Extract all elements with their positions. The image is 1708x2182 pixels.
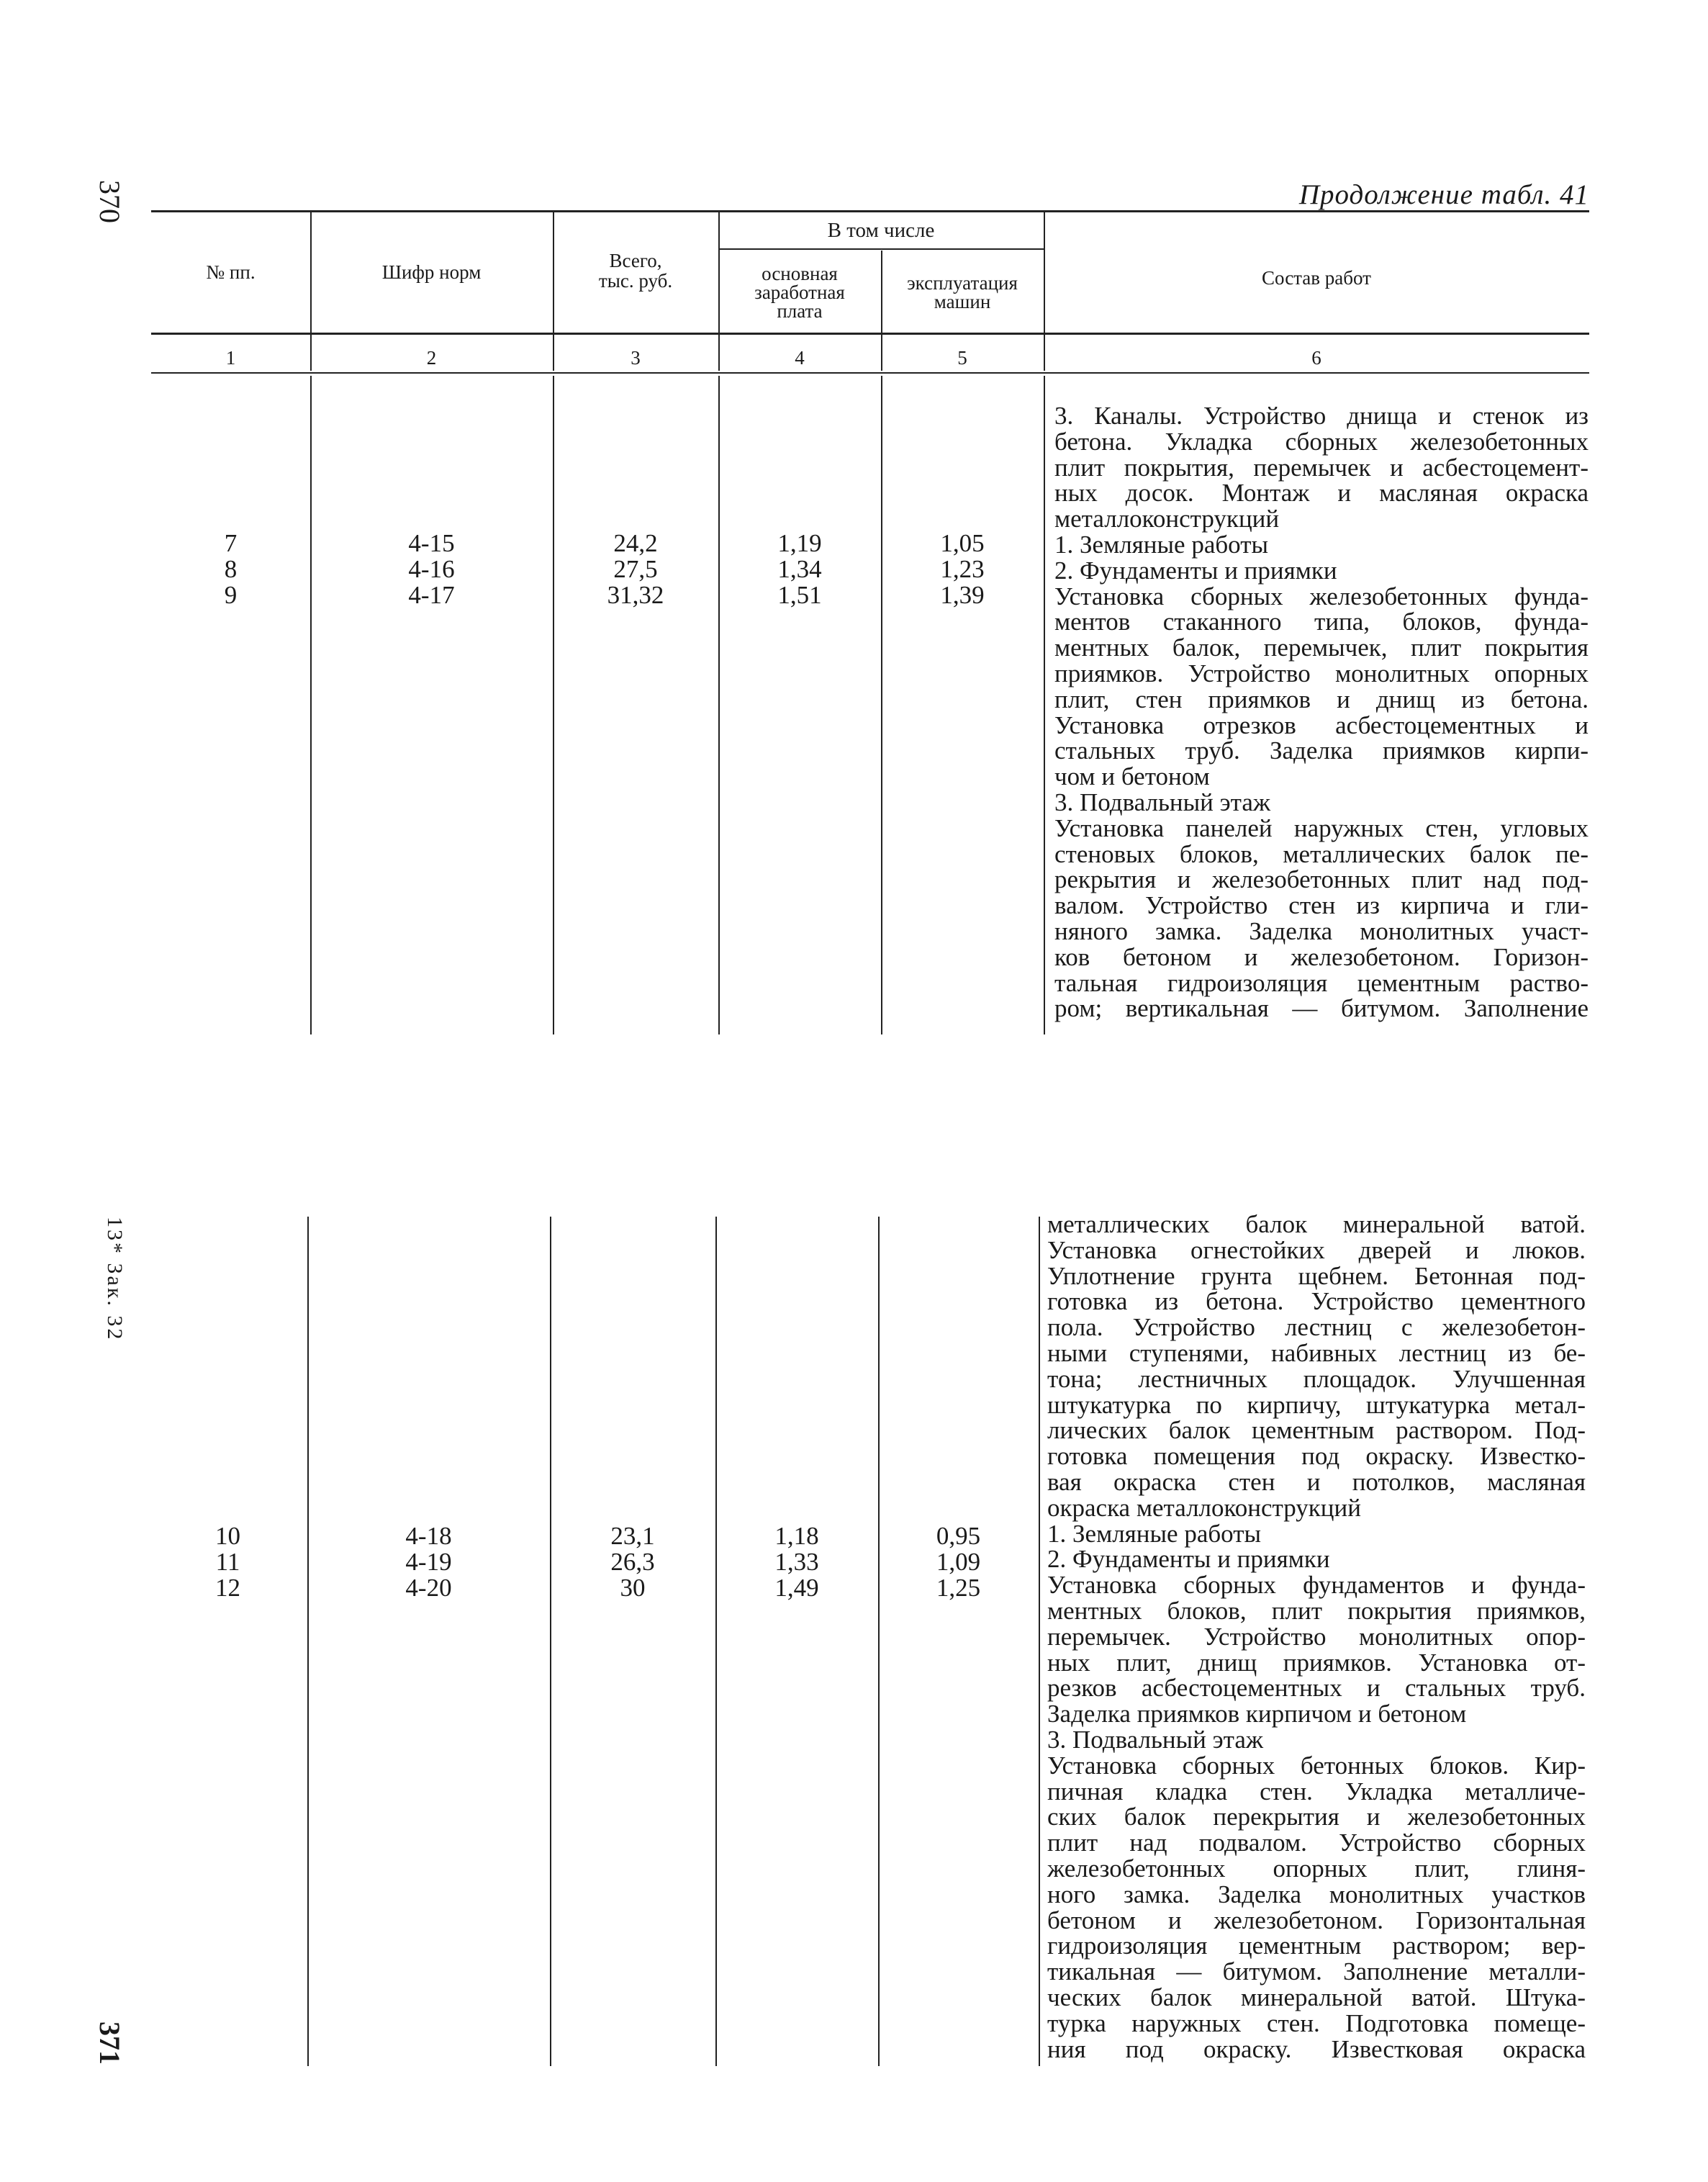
works-text-line: тона; лестничных площадок. Улучшенная	[1047, 1364, 1586, 1393]
table-cell: 4-16	[408, 555, 455, 583]
works-text-line: стальных труб. Заделка приямков кирпи-	[1054, 736, 1589, 765]
works-text-line: штукатурка по кирпичу, штукатурка метал-	[1047, 1390, 1586, 1419]
works-text-line: металлоконструкций	[1054, 505, 1280, 533]
works-text-line: 3. Подвальный этаж	[1047, 1725, 1264, 1754]
table-cell: 26,3	[610, 1548, 655, 1576]
block2-col-total	[550, 1523, 715, 1601]
table-cell: 1,39	[940, 581, 985, 609]
works-text-line: тикальная — битумом. Заполнение металли-	[1047, 1957, 1586, 1986]
table-cell: 1,25	[936, 1574, 981, 1602]
table-cell: 4-15	[408, 529, 455, 557]
table-cell: 24,2	[613, 529, 658, 557]
works-text-line: Установка сборных бетонных блоков. Кир-	[1047, 1751, 1586, 1780]
works-text-line: готовка помещения под окраску. Известко-	[1047, 1442, 1586, 1471]
works-text-line: гидроизоляция цементным раствором; вер-	[1047, 1931, 1586, 1960]
table-cell: 1,23	[940, 555, 985, 583]
works-text-line: вая окраска стен и потолков, масляная	[1047, 1467, 1586, 1496]
header-col-total	[553, 251, 718, 291]
page-number-bottom: 371	[94, 2021, 126, 2065]
works-text-line: плит над подвалом. Устройство сборных	[1047, 1829, 1586, 1857]
works-text-line: Установка отрезков асбестоцементных и	[1054, 711, 1589, 739]
header-col-machines-line2: машин	[934, 291, 991, 312]
block2-works-text	[1047, 1212, 1586, 2062]
works-text-line: няного замка. Заделка монолитных участ-	[1054, 916, 1589, 945]
header-col-number: № пп.	[206, 261, 256, 283]
works-text-line: лических балок цементным раствором. Под-	[1047, 1416, 1586, 1445]
header-col-total-line2: тыс. руб.	[598, 270, 673, 292]
works-text-line: ных досок. Монтаж и масляная окраска	[1054, 479, 1589, 508]
works-text-line: 1. Земляные работы	[1054, 530, 1269, 559]
works-text-line: 3. Каналы. Устройство днища и стенок из	[1054, 402, 1589, 430]
table-cell: 7	[224, 529, 238, 557]
table-cell: 1,18	[774, 1522, 819, 1550]
works-text-line: плит покрытия, перемычек и асбестоцемент-	[1054, 453, 1589, 482]
table-cell: 27,5	[613, 555, 658, 583]
works-text-line: железобетонных опорных плит, глиня-	[1047, 1854, 1586, 1883]
header-col-wage-line1: основная	[762, 263, 838, 284]
works-text-line: готовка из бетона. Устройство цементного	[1047, 1287, 1586, 1316]
table-cell: 0,95	[936, 1522, 981, 1550]
works-text-line: валом. Устройство стен из кирпича и гли-	[1054, 891, 1589, 920]
works-text-line: турка наружных стен. Подготовка помеще-	[1047, 2009, 1586, 2037]
table-cell: 11	[215, 1548, 240, 1576]
header-group: В том числе	[827, 219, 935, 242]
works-text-line: ментных балок, перемычек, плит покрытия	[1054, 634, 1589, 662]
works-text-line: ния под окраску. Известковая окраска	[1047, 2034, 1586, 2063]
header-col-wage	[718, 264, 881, 320]
works-text-line: 2. Фундаменты и приямки	[1054, 556, 1337, 585]
header-col-code: Шифр норм	[381, 261, 482, 283]
works-text-line: рекрытия и железобетонных плит над под-	[1054, 865, 1589, 894]
table-cell: 12	[215, 1574, 240, 1602]
col-number-6: 6	[1311, 347, 1321, 369]
works-text-line: бетона. Укладка сборных железобетонных	[1054, 427, 1589, 456]
table-cell: 23,1	[610, 1522, 655, 1550]
works-text-line: ментов стаканного типа, блоков, фунда-	[1054, 608, 1589, 636]
works-text-line: 1. Земляные работы	[1047, 1519, 1262, 1548]
block2-col-machines	[878, 1523, 1039, 1601]
works-text-line: металлических балок минеральной ватой.	[1047, 1210, 1586, 1238]
table-cell: 1,19	[777, 529, 822, 557]
block2-col-code	[307, 1523, 550, 1601]
header-col-machines-line1: эксплуатация	[907, 272, 1018, 294]
table-cell: 10	[215, 1522, 240, 1550]
table-cell: 8	[224, 555, 238, 583]
works-text-line: окраска металлоконструкций	[1047, 1493, 1361, 1522]
works-text-line: ными ступенями, набивных лестниц из бе-	[1047, 1338, 1586, 1367]
table-cell: 4-17	[408, 581, 455, 609]
works-text-line: Установка панелей наружных стен, угловых	[1054, 813, 1589, 842]
works-text-line: ментных блоков, плит покрытия приямков,	[1047, 1596, 1586, 1625]
col-number-1: 1	[225, 347, 236, 369]
header-col-machines	[881, 274, 1044, 311]
works-text-line: Заделка приямков кирпичом и бетоном	[1047, 1700, 1467, 1728]
block1-works-text	[1054, 403, 1589, 1022]
block1-col-wage	[718, 531, 881, 608]
works-text-line: 3. Подвальный этаж	[1054, 788, 1271, 816]
page-number-top: 370	[94, 180, 126, 223]
col-number-3: 3	[631, 347, 641, 369]
block1-col-machines	[881, 531, 1044, 608]
works-text-line: ных плит, днищ приямков. Установка от-	[1047, 1648, 1586, 1677]
header-col-total-line1: Всего,	[609, 250, 662, 271]
works-text-line: ного замка. Заделка монолитных участков	[1047, 1880, 1586, 1908]
works-text-line: ских балок перекрытия и железобетонных	[1047, 1803, 1586, 1831]
table-cell: 4-19	[405, 1548, 452, 1576]
table-cell: 1,05	[940, 529, 985, 557]
works-text-line: пола. Устройство лестниц с железобетон-	[1047, 1313, 1586, 1342]
block1-col-total	[553, 531, 718, 608]
col-number-4: 4	[795, 347, 805, 369]
table-cell: 30	[620, 1574, 646, 1602]
table-cell: 1,09	[936, 1548, 981, 1576]
header-col-wage-line3: плата	[777, 300, 823, 322]
works-text-line: Установка сборных железобетонных фунда-	[1054, 582, 1589, 610]
table-cell: 31,32	[607, 581, 664, 609]
table-cell: 1,51	[777, 581, 822, 609]
header-col-wage-line2: заработная	[754, 281, 845, 303]
works-text-line: ков бетоном и железобетоном. Горизон-	[1054, 942, 1589, 971]
table-cell: 9	[224, 581, 238, 609]
works-text-line: 2. Фундаменты и приямки	[1047, 1545, 1330, 1574]
works-text-line: Установка огнестойких дверей и люков.	[1047, 1235, 1586, 1264]
works-text-line: Уплотнение грунта щебнем. Бетонная под-	[1047, 1261, 1586, 1290]
works-text-line: ческих балок минеральной ватой. Штука-	[1047, 1983, 1586, 2011]
works-text-line: приямков. Устройство монолитных опорных	[1054, 659, 1589, 687]
works-text-line: чом и бетоном	[1054, 762, 1210, 791]
table-cell: 4-18	[405, 1522, 452, 1550]
works-text-line: ром; вертикальная — битумом. Заполнение	[1054, 994, 1589, 1023]
table-cell: 1,33	[774, 1548, 819, 1576]
table-cell: 1,49	[774, 1574, 819, 1602]
table-caption: Продолжение табл. 41	[1298, 179, 1589, 210]
block2-col-number	[148, 1523, 307, 1601]
block1-col-code	[310, 531, 553, 608]
works-text-line: Установка сборных фундаментов и фунда-	[1047, 1571, 1586, 1600]
side-note: 13* Зак. 32	[103, 1217, 127, 1342]
col-number-2: 2	[426, 347, 437, 369]
table-cell: 4-20	[405, 1574, 452, 1602]
table-cell: 1,34	[777, 555, 822, 583]
block2-col-wage	[715, 1523, 878, 1601]
works-text-line: тальная гидроизоляция цементным раство-	[1054, 968, 1589, 997]
works-text-line: резков асбестоцементных и стальных труб.	[1047, 1674, 1586, 1703]
block1-col-number	[151, 531, 310, 608]
works-text-line: перемычек. Устройство монолитных опор-	[1047, 1622, 1586, 1651]
works-text-line: стеновых блоков, металлических балок пе-	[1054, 839, 1589, 868]
works-text-line: бетоном и железобетоном. Горизонтальная	[1047, 1906, 1586, 1934]
col-number-5: 5	[957, 347, 967, 369]
works-text-line: пичная кладка стен. Укладка металличе-	[1047, 1777, 1586, 1805]
works-text-line: плит, стен приямков и днищ из бетона.	[1054, 685, 1589, 713]
header-col-works: Состав работ	[1262, 267, 1371, 289]
